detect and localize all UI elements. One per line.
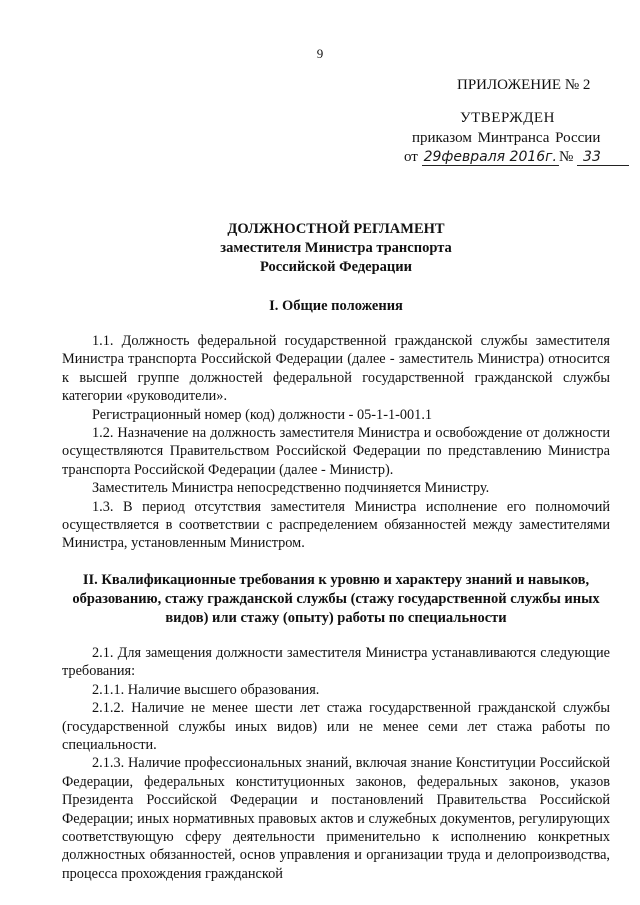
paragraph-1-2: 1.2. Назначение на должность заместителя Министра и освобождение от должности осуществляются Правительством Российской Федерации по представлению Министра транспорта Российской Федерации (далее - Министр). — [62, 425, 610, 478]
order-date-handwritten: 29февраля 2016г. — [423, 149, 557, 165]
paragraph-subordination: Заместитель Министра непосредственно подчиняется Министру. — [92, 480, 490, 497]
order-no-label: № — [558, 149, 574, 165]
approval-block — [0, 0, 640, 180]
document-body — [62, 220, 610, 883]
paragraph-2-1-2: 2.1.2. Наличие не менее шести лет стажа государственной гражданской службы (государственной службы иных видов) или не менее семи лет стажа работы по специальности. — [62, 700, 610, 753]
paragraph-2-1-1: 2.1.1. Наличие высшего образования. — [92, 681, 320, 698]
paragraph-2-1: 2.1. Для замещения должности заместителя Министра устанавливаются следующие требования: — [62, 644, 610, 680]
page-number: 9 — [316, 46, 324, 61]
document-title-line3: Российской Федерации — [259, 259, 412, 275]
appendix-label: ПРИЛОЖЕНИЕ № 2 — [457, 77, 591, 93]
section2-heading: II. Квалификационные требования к уровню и характеру знаний и навыков, образованию, стажу гражданской службы (стажу государственной службы иных видов) или стажу (опыту) работы по специальности — [72, 571, 600, 626]
approved-label: УТВЕРЖДЕН — [460, 110, 555, 126]
paragraph-2-1-3: 2.1.3. Наличие профессиональных знаний, включая знание Конституции Российской Федерации, федеральных конституционных законов, федеральных законов, указов Президента Российской Федерации и постановлений Правительства Российской Федерации; иных нормативных правовых актов и служебных документов, регулирующих соответствующую сферу деятельности применительно к исполнению конкретных должностных обязанностей, основ управления и организации труда и делопроизводства, процесса прохождения гражданской — [62, 755, 610, 882]
paragraph-1-3: 1.3. В период отсутствия заместителя Министра исполнение его полномочий осуществляется в соответствии с распределением обязанностей между заместителями Министра, установленным Министром. — [62, 498, 610, 552]
order-text: приказом Минтранса России — [412, 130, 601, 146]
paragraph-registration-code: Регистрационный номер (код) должности - 05-1-1-001.1 — [92, 406, 433, 423]
document-title-line1: ДОЛЖНОСТНОЙ РЕГЛАМЕНТ — [227, 221, 445, 237]
paragraph-1-1: 1.1. Должность федеральной государственной гражданской службы заместителя Министра транспорта Российской Федерации (далее - заместитель Министра) относится к высшей группе должностей федеральной государственной гражданской службы категории «руководители». — [62, 333, 610, 405]
order-date-line — [404, 149, 629, 166]
section1-heading: I. Общие положения — [269, 298, 403, 314]
order-number-handwritten: 33 — [577, 149, 629, 166]
order-from-label: от — [404, 149, 418, 165]
document-title-line2: заместителя Министра транспорта — [220, 240, 452, 256]
